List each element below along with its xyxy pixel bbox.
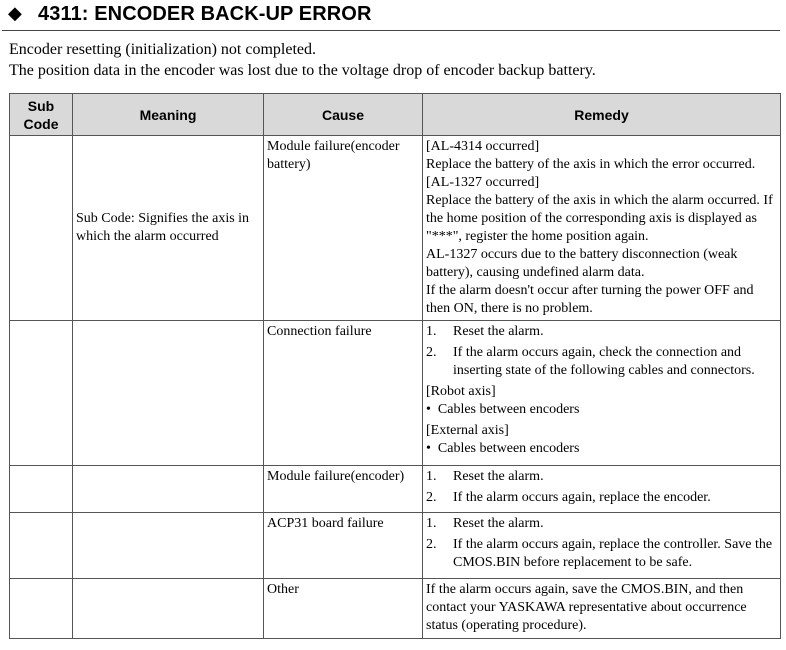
cause-cell: Module failure(encoder battery) [264, 136, 423, 321]
meaning-cell [73, 513, 264, 579]
intro-text [9, 39, 596, 81]
step-number: 2. [426, 490, 437, 505]
cause-cell: Other [264, 579, 423, 639]
remedy-step [426, 468, 777, 486]
remedy-group [426, 422, 777, 458]
intro-line: The position data in the encoder was lost due to the voltage drop of encoder backup battery. [9, 62, 596, 79]
step-number: 1. [426, 469, 437, 484]
bullet-icon: • [426, 402, 431, 417]
diamond-bullet-icon: ◆ [8, 3, 22, 24]
remedy-step [426, 536, 777, 572]
remedy-cell [423, 321, 781, 466]
step-text: If the alarm occurs again, replace the encoder. [453, 490, 711, 505]
sub-code-cell [10, 466, 73, 513]
sub-code-cell [10, 321, 73, 466]
remedy-cell [423, 136, 781, 321]
remedy-line: [AL-1327 occurred] [426, 175, 540, 190]
cause-cell: Connection failure [264, 321, 423, 466]
remedy-cell: If the alarm occurs again, save the CMOS.BIN, and then contact your YASKAWA representative about occurrence status (operating procedure). [423, 579, 781, 639]
remedy-cell [423, 466, 781, 513]
table-header-row [10, 94, 781, 136]
remedy-line: If the alarm doesn't occur after turning the power OFF and then ON, there is no problem. [426, 283, 754, 316]
sub-code-cell [10, 136, 73, 321]
cause-cell: ACP31 board failure [264, 513, 423, 579]
group-bullet-item [426, 440, 777, 458]
alarm-table [9, 93, 781, 639]
sub-code-cell [10, 579, 73, 639]
remedy-step [426, 515, 777, 533]
header-meaning: Meaning [73, 94, 264, 136]
group-heading: [Robot axis] [426, 384, 496, 399]
step-number: 1. [426, 516, 437, 531]
header-cause: Cause [264, 94, 423, 136]
group-heading: [External axis] [426, 423, 509, 438]
remedy-cell [423, 513, 781, 579]
remedy-step [426, 344, 777, 380]
group-bullet-item [426, 401, 777, 419]
remedy-step [426, 489, 777, 507]
intro-line: Encoder resetting (initialization) not completed. [9, 41, 317, 58]
remedy-line: [AL-4314 occurred] [426, 139, 540, 154]
remedy-steps [426, 515, 777, 572]
step-number: 2. [426, 345, 437, 360]
step-text: Reset the alarm. [453, 516, 544, 531]
header-sub-code-line1: Sub [27, 97, 55, 114]
header-remedy: Remedy [423, 94, 781, 136]
table-row [10, 136, 781, 321]
header-sub-code-line2: Code [23, 115, 59, 132]
remedy-group [426, 383, 777, 419]
step-number: 1. [426, 324, 437, 339]
remedy-line: AL-1327 occurs due to the battery disconnection (weak battery), causing undefined alarm data. [426, 247, 738, 280]
meaning-cell [73, 321, 264, 466]
step-text: If the alarm occurs again, check the connection and inserting state of the following cables and connectors. [453, 345, 755, 378]
cause-cell: Module failure(encoder) [264, 466, 423, 513]
step-text: If the alarm occurs again, replace the controller. Save the CMOS.BIN before replacement to be safe. [453, 537, 773, 570]
remedy-line: Replace the battery of the axis in which the alarm occurred. If the home position of the corresponding axis is displayed as "***", register the home position again. [426, 193, 773, 244]
sub-code-cell [10, 513, 73, 579]
table-row [10, 579, 781, 639]
step-text: Reset the alarm. [453, 324, 544, 339]
table-row [10, 321, 781, 466]
section-title-bar [2, 0, 780, 31]
bullet-text: Cables between encoders [437, 402, 580, 417]
meaning-cell [73, 579, 264, 639]
table-row [10, 513, 781, 579]
remedy-step [426, 323, 777, 341]
page-title: 4311: ENCODER BACK-UP ERROR [38, 3, 372, 25]
meaning-cell [73, 466, 264, 513]
meaning-cell: Sub Code: Signifies the axis in which the alarm occurred [73, 136, 264, 321]
remedy-steps [426, 468, 777, 507]
header-sub-code [10, 94, 73, 136]
remedy-line: Replace the battery of the axis in which the error occurred. [426, 157, 756, 172]
bullet-text: Cables between encoders [437, 441, 580, 456]
table-row [10, 466, 781, 513]
step-number: 2. [426, 537, 437, 552]
bullet-icon: • [426, 441, 431, 456]
step-text: Reset the alarm. [453, 469, 544, 484]
remedy-steps [426, 323, 777, 380]
